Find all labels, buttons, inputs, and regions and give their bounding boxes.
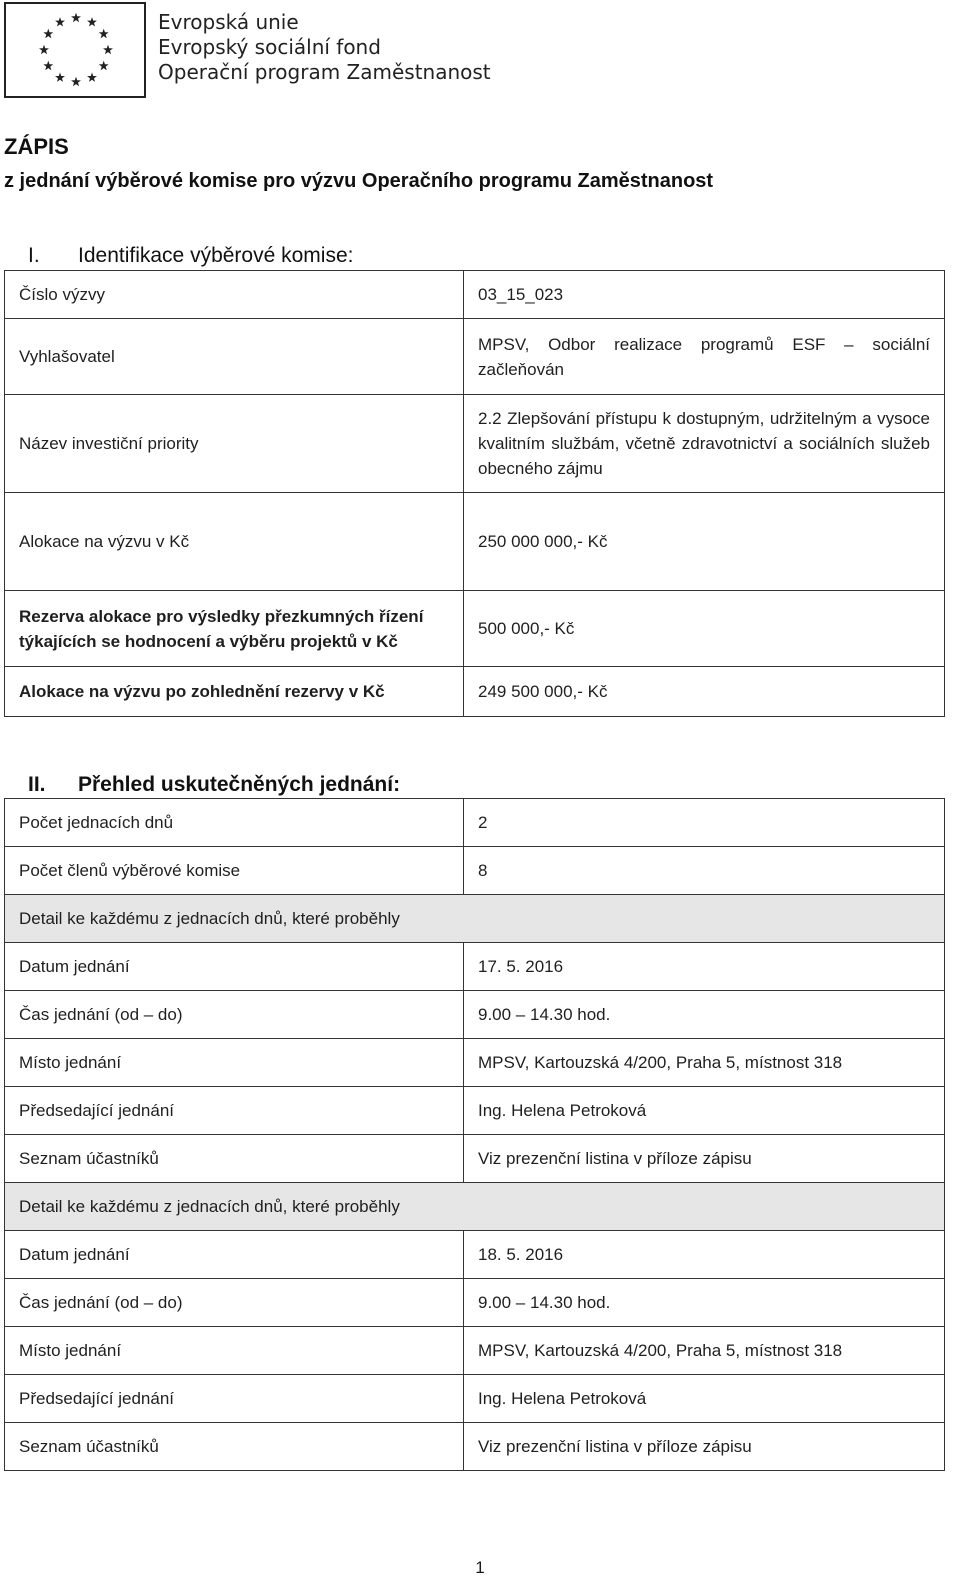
meetings-table: [4, 798, 945, 1471]
star-icon: [43, 29, 53, 38]
table-row: [5, 1375, 945, 1423]
star-icon: [99, 61, 109, 70]
row-value: 2: [464, 799, 945, 847]
row-label: Předsedající jednání: [5, 1087, 464, 1135]
star-icon: [87, 17, 97, 26]
section-1-title: Identifikace výběrové komise:: [78, 244, 354, 267]
table-row: [5, 591, 945, 667]
day-header-row: [5, 895, 945, 943]
section-2-heading: [28, 773, 400, 797]
row-value: MPSV, Kartouzská 4/200, Praha 5, místnost 318: [464, 1327, 945, 1375]
row-label: Alokace na výzvu po zohlednění rezervy v Kč: [5, 667, 464, 717]
row-value: 500 000,- Kč: [464, 591, 945, 667]
eu-line-3: Operační program Zaměstnanost: [158, 60, 491, 84]
row-value: 8: [464, 847, 945, 895]
row-value: 9.00 – 14.30 hod.: [464, 1279, 945, 1327]
table-row: [5, 1231, 945, 1279]
row-label: Počet členů výběrové komise: [5, 847, 464, 895]
row-value: Viz prezenční listina v příloze zápisu: [464, 1135, 945, 1183]
star-icon: [55, 17, 65, 26]
row-label: Počet jednacích dnů: [5, 799, 464, 847]
star-icon: [55, 73, 65, 82]
table-row: [5, 319, 945, 395]
eu-line-1: Evropská unie: [158, 10, 299, 34]
document-title: ZÁPIS: [4, 134, 69, 159]
table-row: [5, 1135, 945, 1183]
eu-line-2: Evropský sociální fond: [158, 35, 381, 59]
table-row: [5, 1327, 945, 1375]
row-label: Seznam účastníků: [5, 1135, 464, 1183]
eu-stars-icon: [6, 4, 144, 96]
row-value: 250 000 000,- Kč: [464, 493, 945, 591]
row-value: Viz prezenční listina v příloze zápisu: [464, 1423, 945, 1471]
star-icon: [99, 29, 109, 38]
section-2-number: II.: [28, 773, 46, 796]
day-header: Detail ke každému z jednacích dnů, které proběhly: [5, 1183, 945, 1231]
row-label: Předsedající jednání: [5, 1375, 464, 1423]
eu-program-text: [158, 10, 491, 85]
day-header: Detail ke každému z jednacích dnů, které proběhly: [5, 895, 945, 943]
identification-table: [4, 270, 945, 717]
row-label: Místo jednání: [5, 1327, 464, 1375]
row-label: Datum jednání: [5, 943, 464, 991]
row-label: Název investiční priority: [5, 395, 464, 493]
star-icon: [43, 61, 53, 70]
table-row: [5, 799, 945, 847]
row-value: 9.00 – 14.30 hod.: [464, 991, 945, 1039]
row-label: Místo jednání: [5, 1039, 464, 1087]
row-value: 03_15_023: [464, 271, 945, 319]
star-icon: [103, 45, 113, 54]
row-label: Datum jednání: [5, 1231, 464, 1279]
star-icon: [71, 13, 81, 22]
row-label: Čas jednání (od – do): [5, 991, 464, 1039]
row-label: Čas jednání (od – do): [5, 1279, 464, 1327]
row-value: 18. 5. 2016: [464, 1231, 945, 1279]
row-value: MPSV, Odbor realizace programů ESF – sociální začleňován: [464, 319, 945, 395]
page-number: 1: [475, 1558, 485, 1577]
table-row: [5, 493, 945, 591]
star-icon: [39, 45, 49, 54]
table-row: [5, 943, 945, 991]
row-label: Vyhlašovatel: [5, 319, 464, 395]
section-1-number: I.: [28, 244, 40, 267]
row-label: Alokace na výzvu v Kč: [5, 493, 464, 591]
section-2-title: Přehled uskutečněných jednání:: [78, 773, 401, 796]
table-row: [5, 991, 945, 1039]
star-icon: [87, 73, 97, 82]
table-row: [5, 667, 945, 717]
eu-flag-logo: [4, 2, 146, 98]
table-row: [5, 1279, 945, 1327]
row-value: Ing. Helena Petroková: [464, 1087, 945, 1135]
row-label: Rezerva alokace pro výsledky přezkumných řízení týkajících se hodnocení a výběru projektů v Kč: [5, 591, 464, 667]
row-value: Ing. Helena Petroková: [464, 1375, 945, 1423]
row-value: 249 500 000,- Kč: [464, 667, 945, 717]
row-value: 2.2 Zlepšování přístupu k dostupným, udržitelným a vysoce kvalitním službám, včetně zdravotnictví a sociálních služeb obecného zájmu: [464, 395, 945, 493]
table-row: [5, 1087, 945, 1135]
section-1-heading: [28, 244, 353, 268]
table-row: [5, 271, 945, 319]
table-row: [5, 1039, 945, 1087]
table-row: [5, 395, 945, 493]
star-icon: [71, 77, 81, 86]
row-value: MPSV, Kartouzská 4/200, Praha 5, místnost 318: [464, 1039, 945, 1087]
table-row: [5, 847, 945, 895]
document-subtitle: z jednání výběrové komise pro výzvu Operačního programu Zaměstnanost: [4, 170, 714, 192]
day-header-row: [5, 1183, 945, 1231]
row-value: 17. 5. 2016: [464, 943, 945, 991]
row-label: Číslo výzvy: [5, 271, 464, 319]
table-row: [5, 1423, 945, 1471]
row-label: Seznam účastníků: [5, 1423, 464, 1471]
